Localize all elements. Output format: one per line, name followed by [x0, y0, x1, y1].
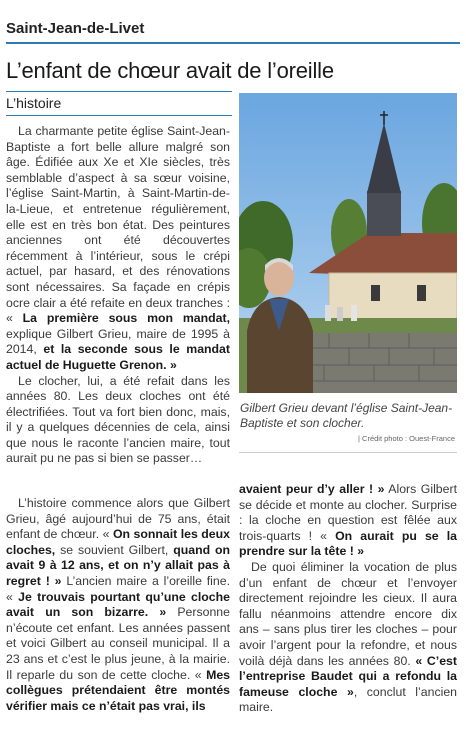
- photo-credit: | Crédit photo : Ouest-France: [358, 434, 455, 443]
- text-run: La charmante petite église Saint-Jean-Baptiste a fort belle allure malgré son âge. Édifiée aux Xe et XIe siècles, très semblable d’aspect à sa sœur voisine, l’église Saint-Martin, à Saint-Martin-de-la-Lieue, et entretenue régulièrement, elle est en très bon état. Des peintures anciennes ont été découvertes récemment à l’intérieur, sous le crépi actuel, par hasard, et des rénovations sont nécessaires. Sa façade en crépis ocre clair a été refaite en deux tranches : «: [6, 124, 230, 326]
- paragraph-continuation: [239, 482, 457, 560]
- rubric-rule-bottom: [6, 115, 232, 116]
- quote-run: et la seconde sous le mandat actuel de Huguette Grenon. »: [6, 342, 230, 372]
- rubric-rule-top: [6, 91, 232, 92]
- text-run: L’ancien maire a l’oreille fine. «: [6, 573, 230, 604]
- article-column-2: [6, 496, 230, 714]
- text-run: Personne n’écoute cet enfant. Les années passent et voici Gilbert au conseil municipal. Il a 23 ans et c’est le plus jeune, à la mairie. Il reparle du son de cette cloche. «: [6, 605, 230, 682]
- kicker-rule: [6, 42, 460, 44]
- text-run: Alors Gilbert se décide et monte au clocher. Surprise : la cloche en question est fêlée aux trois-quarts ! «: [239, 482, 458, 543]
- quote-run: quand on avait 9 à 12 ans, et on n’y allait pas à regret ! »: [6, 542, 230, 588]
- article-column-1: [6, 124, 230, 467]
- rubric-label: L’histoire: [6, 95, 62, 111]
- quote-run: Je trouvais pourtant qu’une cloche avait un son bizarre. »: [6, 589, 230, 620]
- quote-run: « C’est l’entreprise Baudet qui a refondu la fameuse cloche »: [239, 653, 457, 699]
- paragraph-conclusion: [239, 560, 457, 716]
- text-run: De quoi éliminer la vocation de plus d’un enfant de chœur et l’envoyer directement rejoindre les cieux. Il aura fallu néanmoins attendre encore dix ans – sans plus tirer les cloches – pour avoir l’argent pour la refondre, et nous voilà déjà dans les années 80.: [239, 559, 457, 668]
- text-run: se souvient Gilbert,: [55, 542, 174, 557]
- article-column-3: [239, 482, 457, 716]
- text-run: , conclut l’ancien maire.: [239, 684, 457, 715]
- kicker-location: Saint-Jean-de-Livet: [6, 20, 145, 37]
- text-run: explique Gilbert Grieu, maire de 1995 à 2014,: [6, 326, 230, 357]
- quote-run: Mes collègues prétendaient être montés vérifier mais ce n’était pas vrai, ils: [6, 667, 230, 713]
- quote-run: La première sous mon mandat,: [22, 311, 230, 326]
- photo-caption: Gilbert Grieu devant l’église Saint-Jean-Baptiste et son clocher.: [240, 401, 453, 430]
- text-run: L’histoire commence alors que Gilbert Grieu, âgé aujourd’hui de 75 ans, était enfant de chœur. «: [6, 496, 230, 542]
- column-divider: [239, 452, 457, 453]
- quote-run: avaient peur d’y aller ! »: [239, 482, 385, 496]
- paragraph-intro: [6, 124, 230, 374]
- article-headline: L’enfant de chœur avait de l’oreille: [6, 58, 334, 83]
- paragraph-clocher: Le clocher, lui, a été refait dans les années 80. Les deux cloches ont été électrifiées. Tout va fort bien donc, mais, il y a quelques décennies de cela, ainsi que nous le raconte l’ancien maire, tout aurait pu ne pas si bien se passer…: [6, 373, 230, 466]
- church-photo: [239, 93, 457, 393]
- quote-run: On sonnait les deux cloches,: [6, 527, 230, 557]
- paragraph-story: [6, 496, 230, 714]
- quote-run: On aurait pu se la prendre sur la tête ! »: [239, 528, 458, 559]
